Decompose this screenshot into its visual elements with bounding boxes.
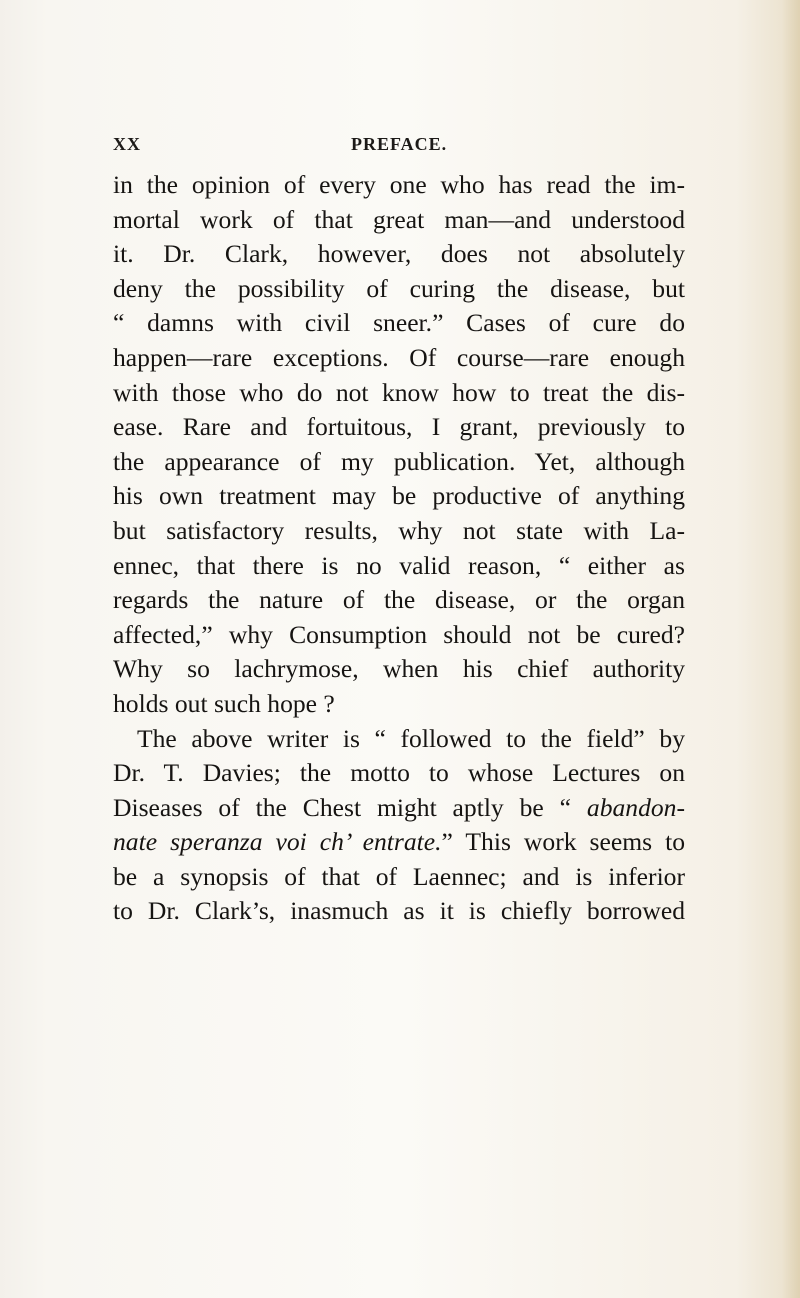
text-line: Dr. T. Davies; the motto to whose Lectures on (113, 758, 685, 788)
text-segment: ” This work seems to (441, 827, 685, 857)
text-line: ease. Rare and fortuitous, I grant, previously to (113, 412, 685, 442)
text-line (113, 791, 685, 826)
text-line: it. Dr. Clark, however, does not absolutely (113, 239, 685, 269)
text-line: The above writer is “ followed to the field” by (137, 723, 685, 753)
text-line (113, 825, 685, 860)
text-line: Why so lachrymose, when his chief authority (113, 654, 685, 684)
page-edge-shadow (782, 0, 800, 1298)
italic-quote: abandon- (586, 792, 685, 822)
page-number: XX (113, 134, 141, 154)
text-line: deny the possibility of curing the disease, but (113, 273, 685, 303)
text-line: be a synopsis of that of Laennec; and is inferior (113, 861, 685, 891)
text-line: mortal work of that great man—and understood (113, 204, 685, 234)
text-line: but satisfactory results, why not state with La- (113, 515, 685, 545)
text-segment: Diseases of the Chest might aptly be “ (113, 792, 587, 822)
text-line: his own treatment may be productive of anything (113, 481, 685, 511)
text-line: with those who do not know how to treat the dis- (113, 377, 685, 407)
body-text (113, 168, 685, 929)
page-header (113, 134, 713, 158)
italic-quote: nate speranza voi ch’ entrate. (113, 827, 442, 857)
text-line: happen—rare exceptions. Of course—rare enough (113, 342, 685, 372)
text-line: in the opinion of every one who has read the im- (113, 170, 685, 199)
text-line: ennec, that there is no valid reason, “ either as (113, 550, 685, 580)
text-line: holds out such hope ? (113, 688, 335, 718)
text-line: “ damns with civil sneer.” Cases of cure do (113, 308, 685, 338)
text-line: affected,” why Consumption should not be cured? (113, 619, 685, 649)
text-line: regards the nature of the disease, or the organ (113, 585, 685, 615)
text-line: the appearance of my publication. Yet, although (113, 446, 685, 476)
running-title: PREFACE. (351, 134, 448, 154)
text-line: to Dr. Clark’s, inasmuch as it is chiefly borrowed (113, 896, 685, 926)
